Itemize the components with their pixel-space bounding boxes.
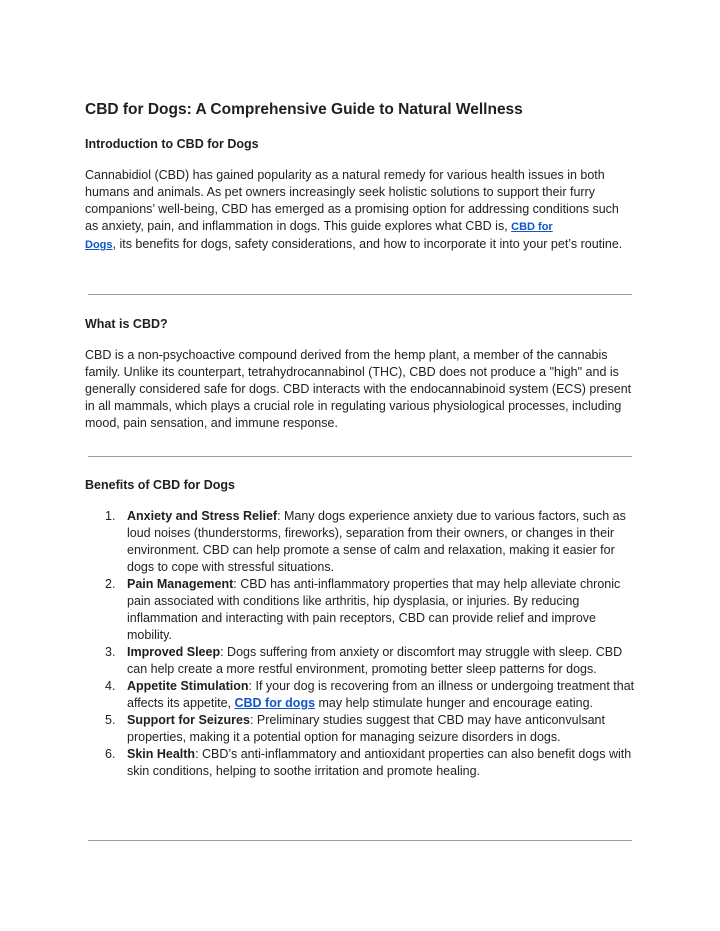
cbd-for-dogs-link[interactable]: CBD for dogs (234, 696, 316, 710)
benefits-list (85, 508, 635, 780)
benefits-heading: Benefits of CBD for Dogs (85, 478, 235, 492)
list-item (85, 508, 635, 576)
benefit-title: Pain Management (127, 577, 234, 591)
what-is-paragraph: CBD is a non-psychoactive compound derived from the hemp plant, a member of the cannabis family. Unlike its counterpart, tetrahydrocannabinol (THC), CBD does not produce a "high" and is generally considered safe for dogs. CBD interacts with the endocannabinoid system (ECS) present in all mammals, which plays a crucial role in regulating various physiological processes, including mood, pain sensation, and immune response. (85, 348, 632, 430)
list-number: 2. (105, 577, 116, 591)
intro-paragraph (85, 167, 635, 254)
intro-text-after: , its benefits for dogs, safety considerations, and how to incorporate it into your pet’s routine. (112, 237, 623, 251)
benefit-title: Appetite Stimulation (127, 679, 249, 693)
list-number: 3. (105, 645, 116, 659)
list-item (85, 746, 635, 780)
intro-text-before: Cannabidiol (CBD) has gained popularity as a natural remedy for various health issues in both humans and animals. As pet owners increasingly seek holistic solutions to support their furry companions’ well-being, CBD has emerged as a promising option for addressing conditions such as anxiety, pain, and inflammation in dogs. This guide explores what CBD is, (85, 168, 619, 233)
document-title: CBD for Dogs: A Comprehensive Guide to Natural Wellness (85, 101, 523, 118)
benefit-text-after: may help stimulate hunger and encourage eating. (315, 696, 594, 710)
list-number: 6. (105, 747, 116, 761)
benefit-text: : CBD’s anti-inflammatory and antioxidant properties can also benefit dogs with skin conditions, helping to soothe irritation and promote healing. (127, 747, 632, 778)
benefit-text: : Dogs suffering from anxiety or discomfort may struggle with sleep. CBD can help create a more restful environment, promoting better sleep patterns for dogs. (127, 645, 623, 676)
list-item (85, 576, 635, 644)
benefit-title: Support for Seizures (127, 713, 250, 727)
list-item (85, 712, 635, 746)
cbd-link-part2: Dogs (85, 239, 113, 251)
list-number: 5. (105, 713, 116, 727)
benefit-text: : CBD has anti-inflammatory properties that may help alleviate chronic pain associated with conditions like arthritis, hip dysplasia, or injuries. By reducing inflammation and interacting with pain receptors, CBD can provide relief and improve mobility. (127, 577, 621, 642)
list-item (85, 678, 635, 712)
benefit-title: Improved Sleep (127, 645, 221, 659)
list-number: 1. (105, 509, 116, 523)
benefit-title: Skin Health (127, 747, 196, 761)
benefit-title: Anxiety and Stress Relief (127, 509, 278, 523)
divider (88, 840, 632, 841)
divider (88, 294, 632, 295)
benefit-text: : Preliminary studies suggest that CBD may have anticonvulsant properties, making it a potential option for managing seizure disorders in dogs. (127, 713, 605, 744)
list-number: 4. (105, 679, 116, 693)
what-is-heading: What is CBD? (85, 317, 168, 331)
cbd-link-part1: CBD for (511, 221, 553, 233)
benefit-text: : Many dogs experience anxiety due to various factors, such as loud noises (thunderstorms, fireworks), separation from their owners, or changes in their environment. CBD can help promote a sense of calm and relaxation, making it easier for dogs to cope with stressful situations. (127, 509, 626, 574)
divider (88, 456, 632, 457)
benefit-text: : If your dog is recovering from an illness or undergoing treatment that affects its appetite, (127, 679, 635, 710)
list-item (85, 644, 635, 678)
intro-heading: Introduction to CBD for Dogs (85, 137, 259, 151)
